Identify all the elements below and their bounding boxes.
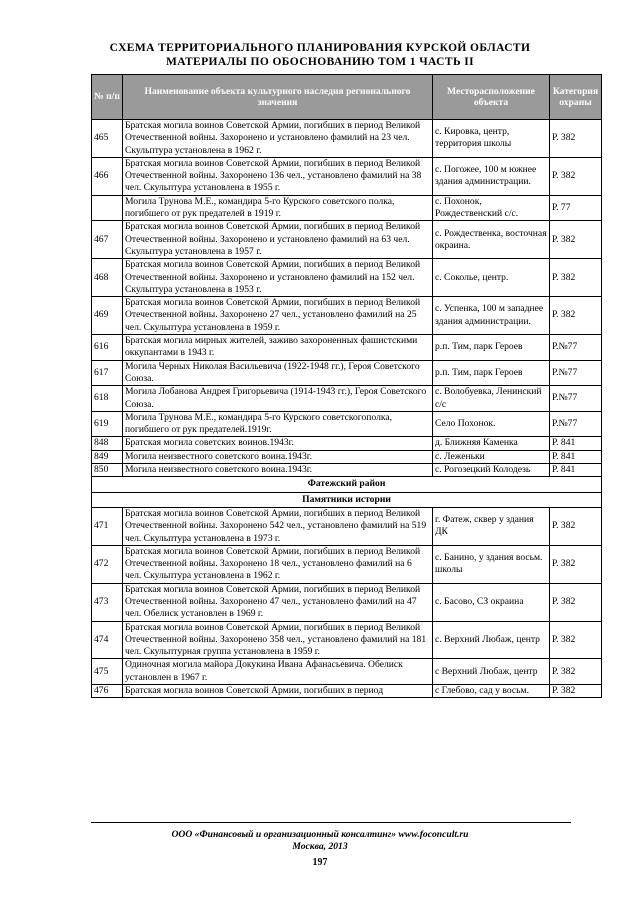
cell-name: Братская могила воинов Советской Армии, погибших в период Великой Отечественной войны. Захоронено 27 чел., установлено фамилий на 25 чел. Скульптура установлена в 1959 г.	[123, 297, 433, 335]
cell-category: Р.№77	[550, 386, 602, 412]
section-type: Памятники истории	[92, 492, 602, 507]
cell-name: Братская могила воинов Советской Армии, погибших в период Великой Отечественной войны. Захоронено 47 чел., установлено фамилий на 47 чел. Обелиск установлен в 1969 г.	[123, 583, 433, 621]
cell-category: Р. 382	[550, 659, 602, 685]
table-body-tim	[92, 120, 602, 477]
cell-location: с. Волобуевка, Ленинский с/с	[433, 386, 550, 412]
cell-location: Село Похонок.	[433, 411, 550, 437]
cell-name: Братская могила воинов Советской Армии, погибших в период	[123, 685, 433, 698]
cell-category: Р. 382	[550, 507, 602, 545]
cell-category: Р. 382	[550, 221, 602, 259]
cell-num: 849	[92, 450, 123, 463]
cell-location: д. Ближняя Каменка	[433, 437, 550, 450]
table-row	[92, 259, 602, 297]
cell-location: с. Погожее, 100 м южнее здания администрации.	[433, 157, 550, 195]
cell-name: Братская могила воинов Советской Армии, погибших в период Великой Отечественной войны. Захоронено и установлено фамилий на 63 чел. Скульптура установлена в 1957 г.	[123, 221, 433, 259]
heritage-table	[91, 74, 602, 698]
cell-name: Братская могила воинов Советской Армии, погибших в период Великой Отечественной войны. Захоронено 358 чел., установлено фамилий на 181 чел. Скульптурная группа установлена в 1959 г.	[123, 621, 433, 659]
cell-num: 472	[92, 545, 123, 583]
cell-name: Братская могила воинов Советской Армии, погибших в период Великой Отечественной войны. Захоронено 18 чел., установлено фамилий на 6 чел. Скульптура установлена в 1962 г.	[123, 545, 433, 583]
cell-num: 848	[92, 437, 123, 450]
cell-name: Могила неизвестного советского воина.1943г.	[123, 464, 433, 477]
page-title	[0, 41, 640, 69]
footer-city-year: Москва, 2013	[292, 841, 348, 852]
table-row	[92, 507, 602, 545]
table-row	[92, 195, 602, 221]
cell-num: 465	[92, 120, 123, 158]
cell-num: 474	[92, 621, 123, 659]
cell-location: с. Рогозецкий Колодезь	[433, 464, 550, 477]
table-row	[92, 297, 602, 335]
table-body-fatezh	[92, 507, 602, 697]
table-row	[92, 360, 602, 386]
cell-location: с. Похонок, Рождественский с/с.	[433, 195, 550, 221]
cell-location: р.п. Тим, парк Героев	[433, 335, 550, 361]
table-row	[92, 120, 602, 158]
cell-name: Братская могила воинов Советской Армии, погибших в период Великой Отечественной войны. Захоронено и установлено фамилий на 23 чел. Скульптура установлена в 1962 г.	[123, 120, 433, 158]
cell-location: с. Кировка, центр, территория школы	[433, 120, 550, 158]
cell-name: Могила Черных Николая Васильевича (1922-1948 гг.), Героя Советского Союза.	[123, 360, 433, 386]
cell-num: 466	[92, 157, 123, 195]
cell-num: 618	[92, 386, 123, 412]
cell-num	[92, 195, 123, 221]
cell-name: Братская могила советских воинов.1943г.	[123, 437, 433, 450]
table-header-row	[92, 75, 602, 120]
cell-num: 467	[92, 221, 123, 259]
cell-category: Р. 841	[550, 464, 602, 477]
table-row	[92, 659, 602, 685]
cell-category: Р. 382	[550, 259, 602, 297]
cell-num: 850	[92, 464, 123, 477]
cell-location: р.п. Тим, парк Героев	[433, 360, 550, 386]
title-line-1: СХЕМА ТЕРРИТОРИАЛЬНОГО ПЛАНИРОВАНИЯ КУРСКОЙ ОБЛАСТИ	[109, 42, 531, 54]
cell-category: Р. 382	[550, 157, 602, 195]
section-headers	[92, 477, 602, 508]
cell-category: Р.№77	[550, 335, 602, 361]
table-row	[92, 464, 602, 477]
table-row	[92, 386, 602, 412]
cell-location: с. Соколье, центр.	[433, 259, 550, 297]
table-row	[92, 583, 602, 621]
footer-rule	[91, 822, 571, 823]
cell-name: Братская могила воинов Советской Армии, погибших в период Великой Отечественной войны. Захоронено 542 чел., установлено фамилий на 519 чел. Скульптура установлена в 1973 г.	[123, 507, 433, 545]
cell-location: с Глебово, сад у восьм.	[433, 685, 550, 698]
cell-name: Могила неизвестного советского воина.1943г.	[123, 450, 433, 463]
cell-num: 469	[92, 297, 123, 335]
section-row-district	[92, 477, 602, 492]
page-number: 197	[312, 857, 328, 868]
cell-num: 616	[92, 335, 123, 361]
cell-name: Могила Трунова М.Е., командира 5-го Курского советскогополка, погибшего от рук предателей.1919г.	[123, 411, 433, 437]
cell-name: Братская могила воинов Советской Армии, погибших в период Великой Отечественной войны. Захоронено и установлено фамилий на 152 чел. Скульптура установлена в 1953 г.	[123, 259, 433, 297]
footer-company: ООО «Финансовый и организационный консалтинг» www.foconcult.ru	[171, 829, 469, 840]
title-line-2: МАТЕРИАЛЫ ПО ОБОСНОВАНИЮ ТОМ 1 ЧАСТЬ II	[166, 56, 474, 68]
table-row	[92, 221, 602, 259]
cell-num: 476	[92, 685, 123, 698]
table-row	[92, 621, 602, 659]
cell-category: Р. 77	[550, 195, 602, 221]
cell-location: с. Успенка, 100 м западнее здания администрации.	[433, 297, 550, 335]
cell-name: Могила Трунова М.Е., командира 5-го Курского советского полка, погибшего от рук предателей в 1919 г.	[123, 195, 433, 221]
cell-category: Р. 841	[550, 450, 602, 463]
cell-category: Р. 382	[550, 583, 602, 621]
cell-category: Р. 382	[550, 545, 602, 583]
cell-num: 468	[92, 259, 123, 297]
section-district: Фатежский район	[92, 477, 602, 492]
cell-category: Р. 382	[550, 297, 602, 335]
cell-name: Братская могила воинов Советской Армии, погибших в период Великой Отечественной войны. Захоронено 136 чел., установлено фамилий на 38 чел. Скульптура установлена в 1955 г.	[123, 157, 433, 195]
table-row	[92, 335, 602, 361]
cell-category: Р. 382	[550, 685, 602, 698]
header-category: Категория охраны	[550, 75, 602, 120]
cell-name: Могила Лобанова Андрея Григорьевича (1914-1943 гг.), Героя Советского Союза.	[123, 386, 433, 412]
section-row-type	[92, 492, 602, 507]
header-num: № п/п	[92, 75, 123, 120]
cell-category: Р. 841	[550, 437, 602, 450]
header-location: Месторасположение объекта	[433, 75, 550, 120]
table-row	[92, 437, 602, 450]
table-row	[92, 411, 602, 437]
cell-category: Р.№77	[550, 411, 602, 437]
cell-num: 617	[92, 360, 123, 386]
table-row	[92, 450, 602, 463]
cell-location: с Верхний Любаж, центр	[433, 659, 550, 685]
cell-num: 473	[92, 583, 123, 621]
cell-location: с. Верхний Любаж, центр	[433, 621, 550, 659]
cell-category: Р.№77	[550, 360, 602, 386]
cell-num: 475	[92, 659, 123, 685]
cell-num: 619	[92, 411, 123, 437]
cell-location: с. Леженьки	[433, 450, 550, 463]
cell-location: с. Рождественка, восточная окраина.	[433, 221, 550, 259]
cell-category: Р. 382	[550, 120, 602, 158]
table-row	[92, 545, 602, 583]
cell-location: с. Басово, СЗ окраина	[433, 583, 550, 621]
cell-location: г. Фатеж, сквер у здания ДК	[433, 507, 550, 545]
cell-num: 471	[92, 507, 123, 545]
cell-category: Р. 382	[550, 621, 602, 659]
cell-location: с. Банино, у здания восьм. школы	[433, 545, 550, 583]
table-row	[92, 685, 602, 698]
cell-name: Одиночная могила майора Докукина Ивана Афанасьевича. Обелиск установлен в 1967 г.	[123, 659, 433, 685]
cell-name: Братская могила мирных жителей, заживо захороненных фашистскими оккупантами в 1943 г.	[123, 335, 433, 361]
table-row	[92, 157, 602, 195]
header-name: Наименование объекта культурного наследия регионального значения	[123, 75, 433, 120]
